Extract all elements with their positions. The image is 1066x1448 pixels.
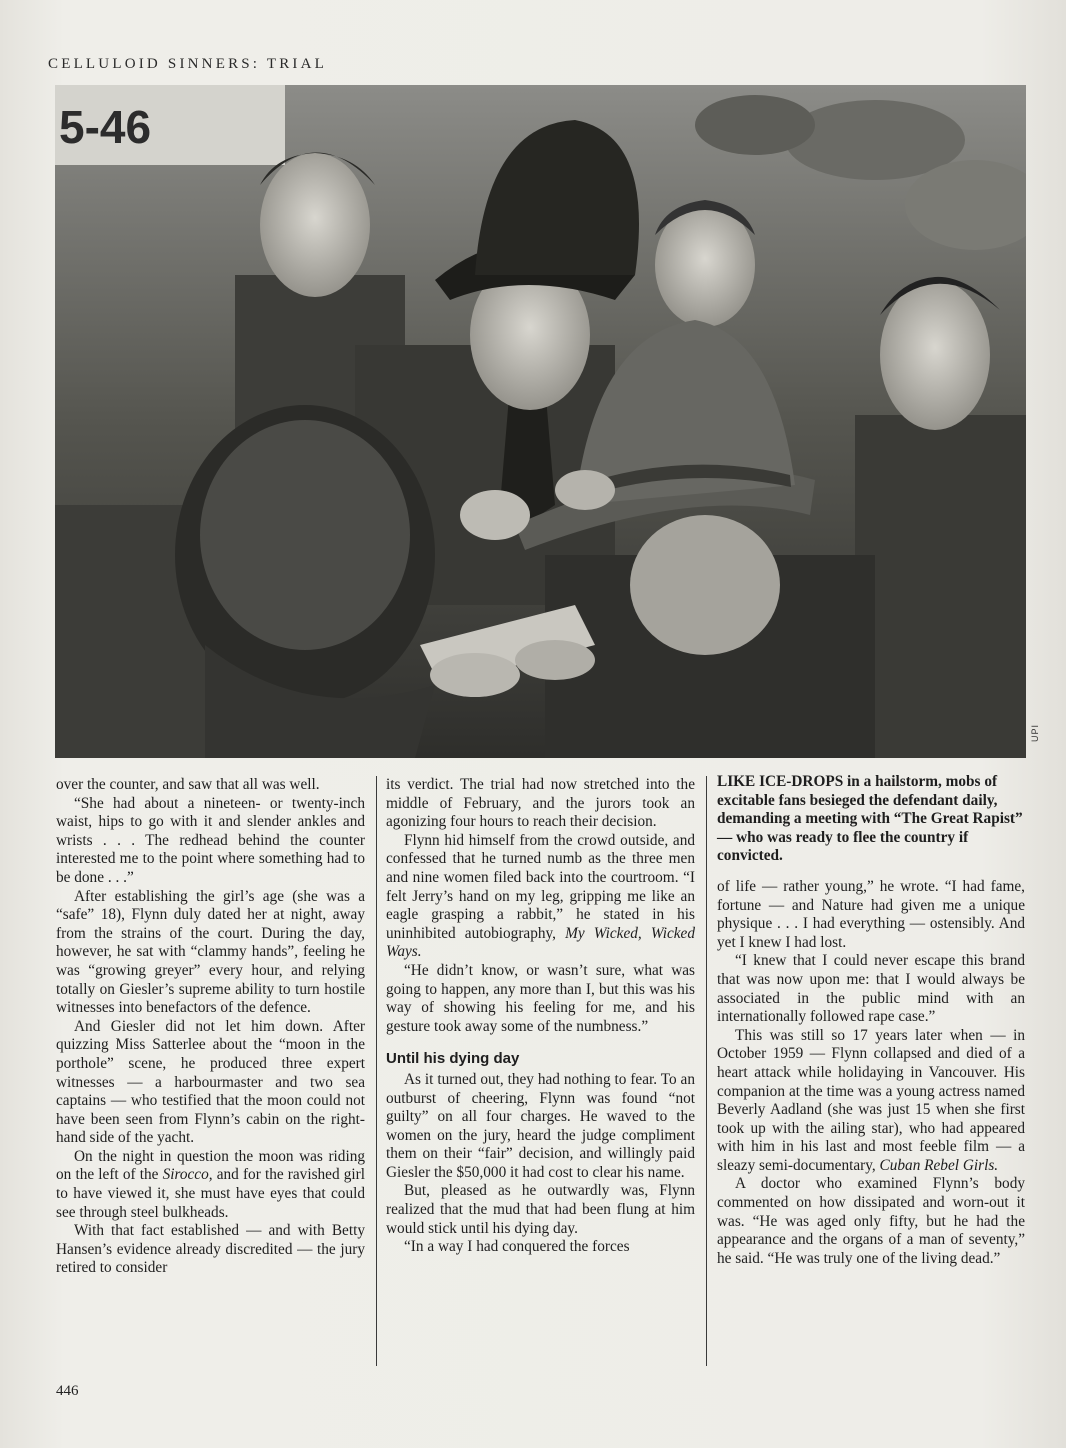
paragraph: over the counter, and saw that all was well. [56,776,320,793]
paragraph: its verdict. The trial had now stretched into the middle of February, and the jurors took an agonizing four hours to reach their decision. [386,776,695,831]
paragraph: of life — rather young,” he wrote. “I had fame, fortune — and Nature had given me a unique physique . . . I had everything — ostensibly. And yet I knew I had lost. [717,877,1025,951]
column-divider [376,776,377,1366]
paragraph: “She had about a nineteen- or twenty-inch waist, hips to go with it and slender ankles and wrists . . . The redhead behind the counter interested me to the point where something had to be done . . .” [56,794,365,886]
paragraph: “He didn’t know, or wasn’t sure, what was going to happen, any more than I, but this was his way of showing his feeling for me, and his gesture took away some of the numbness.” [386,961,695,1035]
section-subhead: Until his dying day [386,1050,520,1068]
text-run: This was still so 17 years later when — in October 1959 — Flynn collapsed and died of a heart attack while holidaying in Vancouver. His companion at the time was a young actress named Beverly Aadland (she was just 15 when she first took up with the ailing star), who had appeared with him in his last and most feeble film — a sleazy semi-documentary, [717,1026,1025,1174]
running-head: CELLULOID SINNERS: TRIAL [48,56,328,72]
text-run: and for the ravished girl to have viewed it, she must have eyes that could see through steel bulkheads. [56,1166,366,1221]
film-title: Cuban Rebel Girls. [879,1156,999,1174]
caption-text: in a hailstorm, mobs of excitable fans besieged the defendant daily, demanding a meeting with “The Great Rapist” — who was ready to flee the country if convicted. [717,773,1023,865]
text-column-1 [56,776,365,1278]
paragraph: “I knew that I could never escape this brand that was now upon me: that I would always be associated in the public mind with an internationally followed rape case.” [717,952,1025,1026]
text-column-3 [717,773,1025,1268]
ship-name: Sirocco, [162,1166,213,1184]
paragraph: “In a way I had conquered the forces [404,1238,630,1256]
paragraph: And Giesler did not let him down. After quizzing Miss Satterlee about the “moon in the porthole” scene, he produced three expert witnesses — a harbourmaster and two sea captains — who testified that the moon could not have been seen from Flynn’s cabin on the right-hand side of the yacht. [56,1017,365,1147]
paragraph: With that fact established — and with Betty Hansen’s evidence already discredited — the jury retired to consider [56,1222,365,1277]
paragraph: A doctor who examined Flynn’s body commented on how dissipated and worn-out it was. “He was aged only fifty, but he had the appearance and the organs of a man of seventy,” he said. “He was truly one of the living dead.” [717,1175,1025,1267]
text-column-2 [386,776,695,1257]
text-run: Flynn hid himself from the crowd outside, and confessed that he turned numb as the three men and nine women filed back into the courtroom. “I felt Jerry’s hand on my leg, gripping me like an eagle grasping a rabbit,” he stated in his uninhibited autobiography, [386,831,695,942]
paragraph: As it turned out, they had nothing to fear. To an outburst of cheering, Flynn was found “not guilty” on all four charges. He waved to the women on the jury, heard the judge compliment them on their “fair” decision, and willingly paid Giesler the $50,000 it had cost to clear his name. [386,1070,695,1181]
paragraph: After establishing the girl’s age (she was a “safe” 18), Flynn duly dated her at night, away from the strains of the court. During the day, however, he sat with “clammy hands”, feeling he was “growing greyer” every hour, and relying totally on Giesler’s supreme ability to turn hostile witnesses into benefactors of the defence. [56,887,365,1017]
paragraph [386,832,695,962]
paragraph: But, pleased as he outwardly was, Flynn realized that the mud that had been flung at him would stick until his dying day. [386,1182,695,1237]
paragraph [56,1148,365,1222]
photo-caption [717,773,1025,866]
photo-illustration [55,85,1026,758]
photo-credit: UPI [1030,723,1040,742]
sign-text: 5-46 [59,101,152,153]
page-number: 446 [56,1383,79,1399]
book-title: My Wicked, Wicked Ways. [386,924,695,961]
text-run: On the night in question the moon was riding on the left of the [56,1147,365,1184]
paragraph [717,1027,1025,1176]
column-divider [706,776,707,1366]
crowd-photograph [55,85,1026,758]
caption-lead: LIKE ICE-DROPS [717,773,844,790]
